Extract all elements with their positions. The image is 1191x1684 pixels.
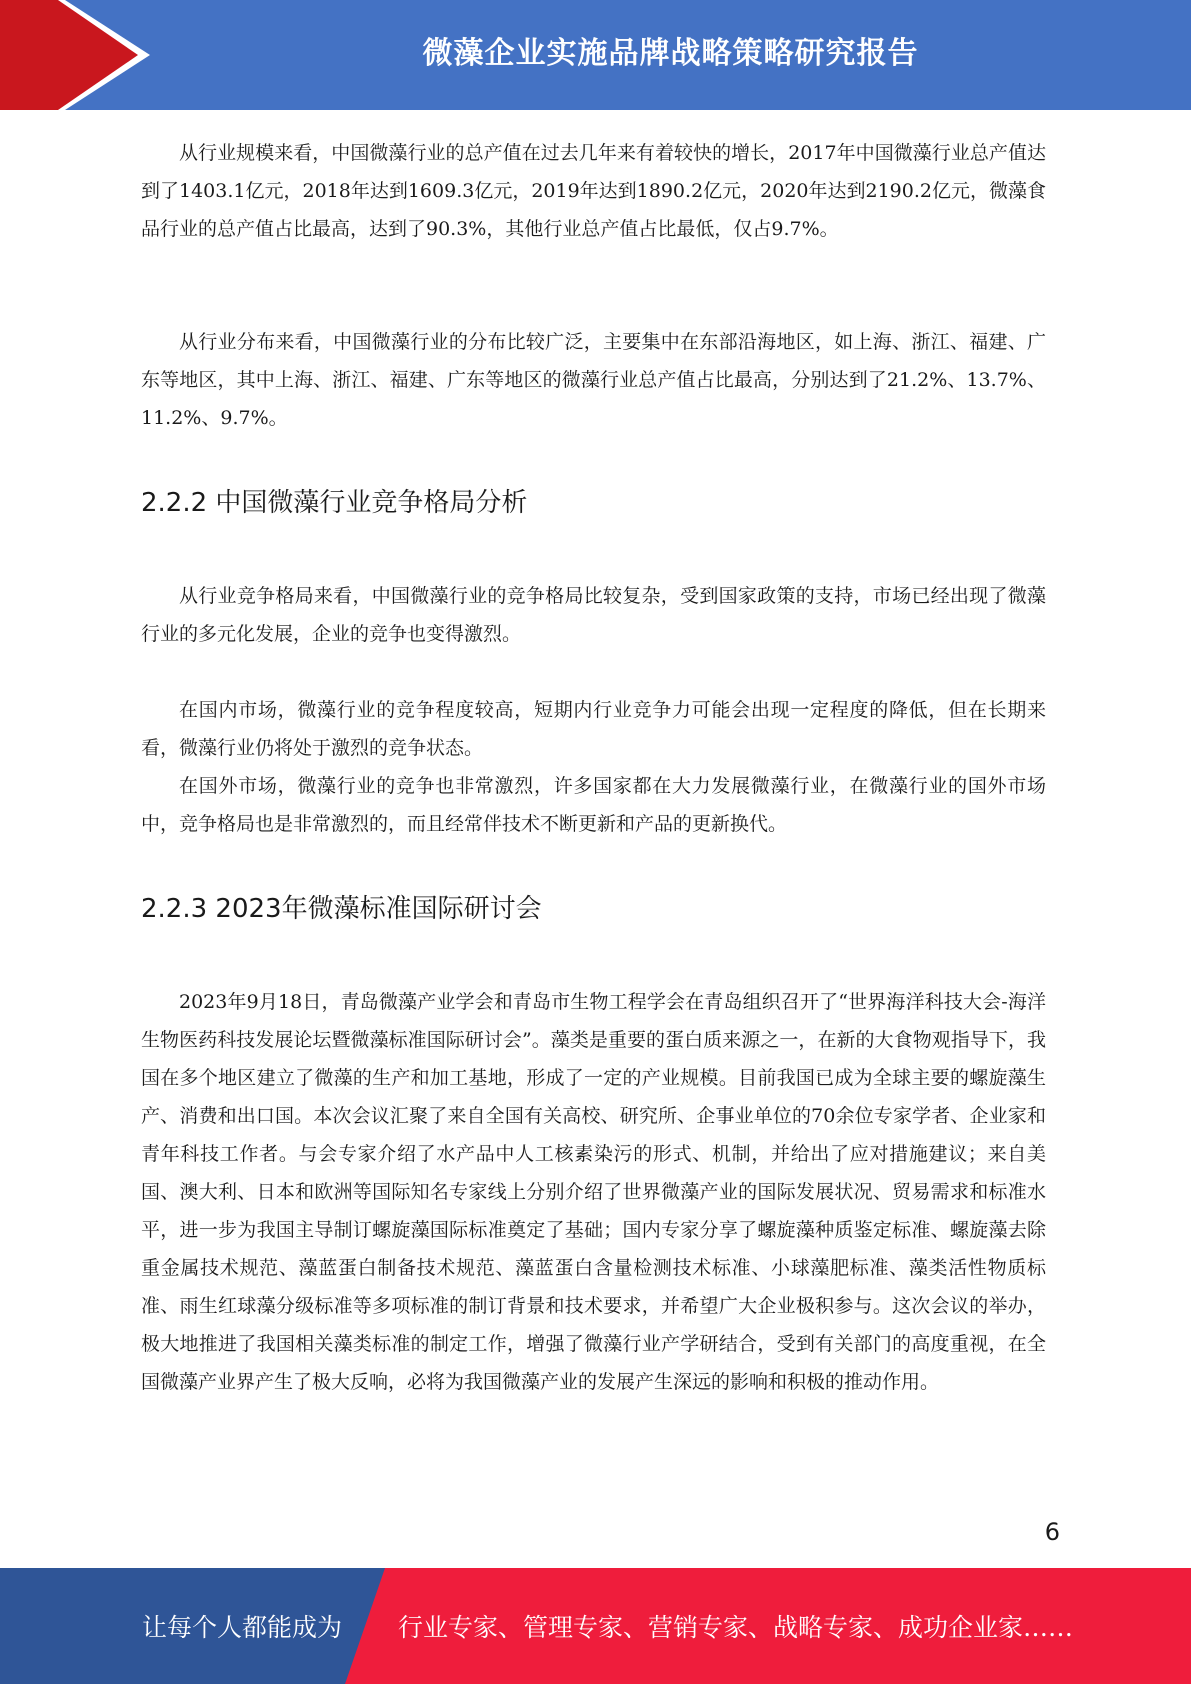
- section-heading-competition: 2.2.2 中国微藻行业竞争格局分析: [141, 488, 528, 518]
- paragraph-competition-overview: 从行业竞争格局来看，中国微藻行业的竞争格局比较复杂，受到国家政策的支持，市场已经出现了微藻行业的多元化发展，企业的竞争也变得激烈。: [141, 585, 1046, 645]
- paragraph-foreign-market: 在国外市场，微藻行业的竞争也非常激烈，许多国家都在大力发展微藻行业，在微藻行业的国外市场中，竞争格局也是非常激烈的，而且经常伴技术不断更新和产品的更新换代。: [141, 775, 1046, 835]
- paragraph-industry-scale: 从行业规模来看，中国微藻行业的总产值在过去几年来有着较快的增长，2017年中国微藻行业总产值达到了1403.1亿元，2018年达到1609.3亿元，2019年达到1890.2亿元，2020年达到2190.2亿元，微藻食品行业的总产值占比最高，达到了90.3%，其他行业总产值占比最低，仅占9.7%。: [141, 142, 1046, 240]
- paragraph-industry-distribution: 从行业分布来看，中国微藻行业的分布比较广泛，主要集中在东部沿海地区，如上海、浙江、福建、广东等地区，其中上海、浙江、福建、广东等地区的微藻行业总产值占比最高，分别达到了21.2%、13.7%、11.2%、9.7%。: [141, 331, 1046, 429]
- paragraph-domestic-market: 在国内市场，微藻行业的竞争程度较高，短期内行业竞争力可能会出现一定程度的降低，但在长期来看，微藻行业仍将处于激烈的竞争状态。: [141, 699, 1046, 759]
- paragraph-symposium: 2023年9月18日，青岛微藻产业学会和青岛市生物工程学会在青岛组织召开了“世界海洋科技大会-海洋生物医药科技发展论坛暨微藻标准国际研讨会”。藻类是重要的蛋白质来源之一，在新的大食物观指导下，我国在多个地区建立了微藻的生产和加工基地，形成了一定的产业规模。目前我国已成为全球主要的螺旋藻生产、消费和出口国。本次会议汇聚了来自全国有关高校、研究所、企事业单位的70余位专家学者、企业家和青年科技工作者。与会专家介绍了水产品中人工核素染污的形式、机制，并给出了应对措施建议；来自美国、澳大利、日本和欧洲等国际知名专家线上分别介绍了世界微藻产业的国际发展状况、贸易需求和标准水平，进一步为我国主导制订螺旋藻国际标准奠定了基础；国内专家分享了螺旋藻种质鉴定标准、螺旋藻去除重金属技术规范、藻蓝蛋白制备技术规范、藻蓝蛋白含量检测技术标准、小球藻肥标准、藻类活性物质标准、雨生红球藻分级标准等多项标准的制订背景和技术要求，并希望广大企业极积参与。这次会议的举办，极大地推进了我国相关藻类标准的制定工作，增强了微藻行业产学研结合，受到有关部门的高度重视，在全国微藻产业界产生了极大反响，必将为我国微藻产业的发展产生深远的影响和积极的推动作用。: [141, 991, 1046, 1393]
- document-title: 微藻企业实施品牌战略策略研究报告: [422, 36, 919, 71]
- page-footer: [0, 1568, 1191, 1684]
- section-heading-symposium: 2.2.3 2023年微藻标准国际研讨会: [141, 894, 542, 924]
- page-number: 6: [1044, 1518, 1060, 1546]
- header-arrow-decoration: [0, 0, 160, 110]
- page-header: [0, 0, 1191, 110]
- footer-slogan-left: 让每个人都能成为: [142, 1613, 343, 1642]
- footer-slogan-right: 行业专家、管理专家、营销专家、战略专家、成功企业家……: [398, 1613, 1074, 1642]
